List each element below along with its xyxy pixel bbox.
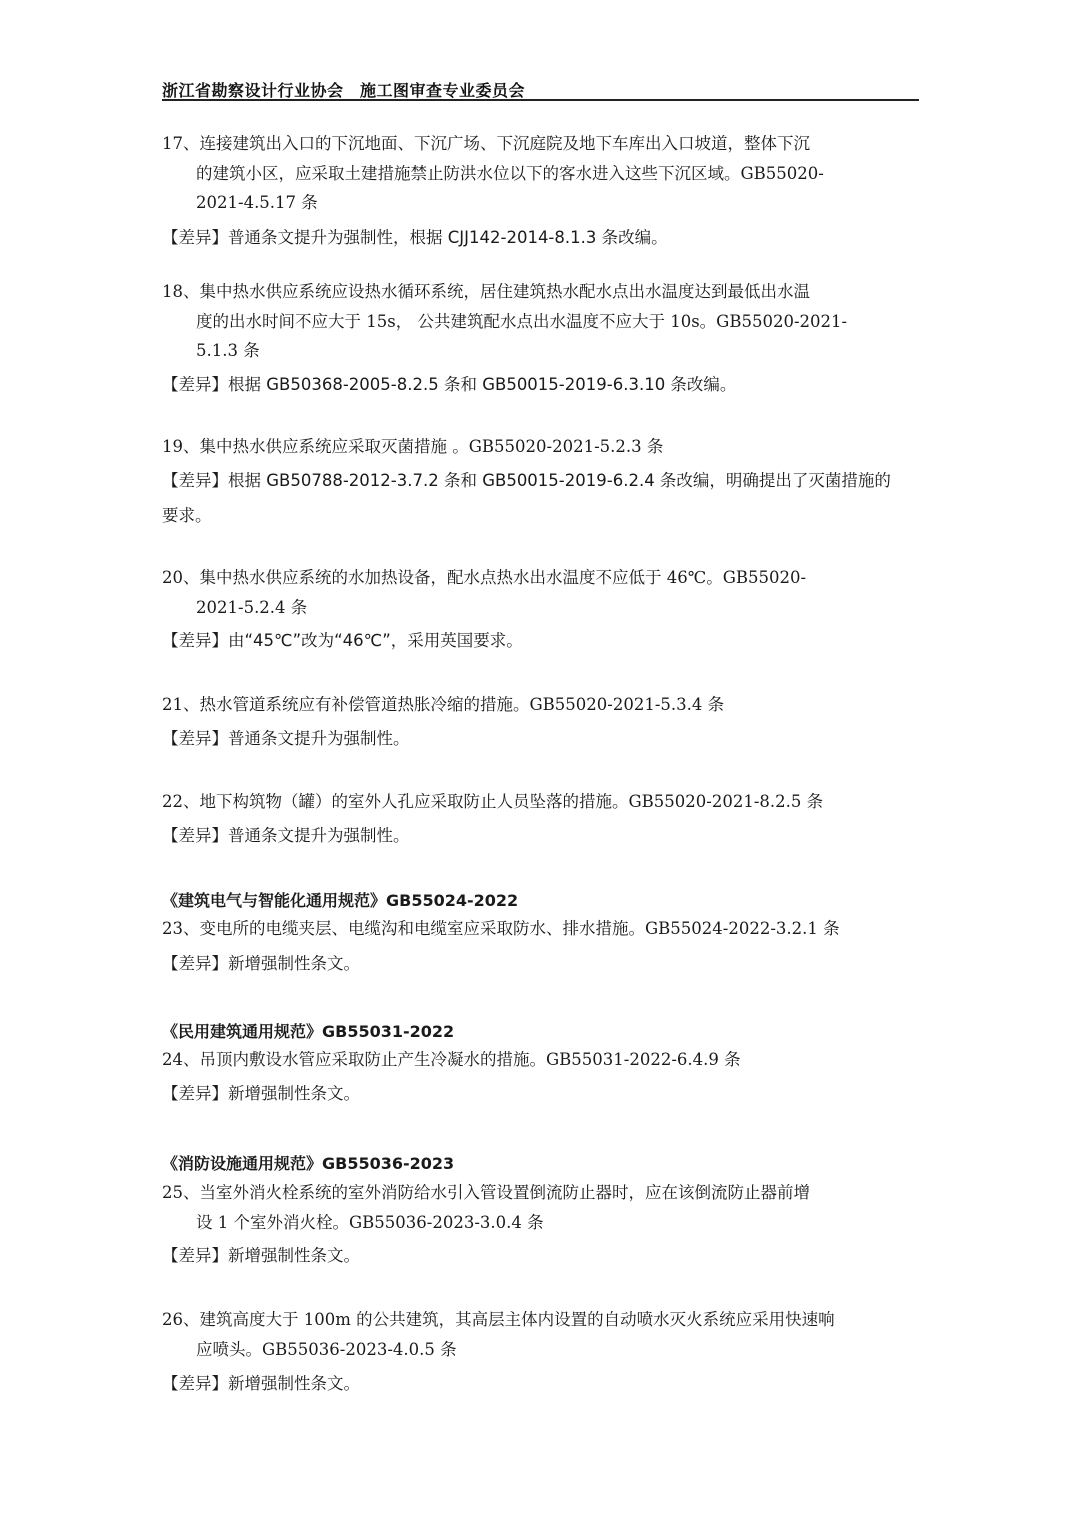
item-19-difference-line-2: 要求。 — [162, 506, 212, 525]
item-25-line-2: 设 1 个室外消火栓。GB55036-2023-3.0.4 条 — [196, 1213, 544, 1232]
item-17-line-3: 2021-4.5.17 条 — [196, 193, 318, 212]
item-18-line-2: 度的出水时间不应大于 15s， 公共建筑配水点出水温度不应大于 10s。GB55020-2021- — [196, 312, 848, 331]
section-heading-gb55031: 《民用建筑通用规范》GB55031-2022 — [162, 1022, 455, 1041]
item-26-difference: 【差异】新增强制性条文。 — [162, 1374, 360, 1393]
item-26-line-1: 26、建筑高度大于 100m 的公共建筑，其高层主体内设置的自动喷水灭火系统应采用快速响 — [162, 1310, 835, 1329]
item-19-difference-line-1: 【差异】根据 GB50788-2012-3.7.2 条和 GB50015-2019-6.2.4 条改编，明确提出了灭菌措施的 — [162, 471, 891, 490]
item-24: 24、吊顶内敷设水管应采取防止产生冷凝水的措施。GB55031-2022-6.4.9 条 — [162, 1050, 741, 1069]
item-23-difference: 【差异】新增强制性条文。 — [162, 954, 360, 973]
item-19-line-1: 19、集中热水供应系统应采取灭菌措施 。GB55020-2021-5.2.3 条 — [162, 437, 664, 456]
item-17-difference: 【差异】普通条文提升为强制性，根据 CJJ142-2014-8.1.3 条改编。 — [162, 228, 668, 247]
item-23: 23、变电所的电缆夹层、电缆沟和电缆室应采取防水、排水措施。GB55024-2022-3.2.1 条 — [162, 919, 840, 938]
item-21-difference: 【差异】普通条文提升为强制性。 — [162, 729, 410, 748]
header-rule — [162, 99, 919, 101]
item-17-line-1: 17、连接建筑出入口的下沉地面、下沉广场、下沉庭院及地下车库出入口坡道，整体下沉 — [162, 134, 810, 153]
item-22-difference: 【差异】普通条文提升为强制性。 — [162, 826, 410, 845]
item-20-line-2: 2021-5.2.4 条 — [196, 598, 308, 617]
item-21: 21、热水管道系统应有补偿管道热胀冷缩的措施。GB55020-2021-5.3.4 条 — [162, 695, 725, 714]
item-18-difference: 【差异】根据 GB50368-2005-8.2.5 条和 GB50015-2019-6.3.10 条改编。 — [162, 375, 737, 394]
item-25-difference: 【差异】新增强制性条文。 — [162, 1246, 360, 1265]
item-20-line-1: 20、集中热水供应系统的水加热设备，配水点热水出水温度不应低于 46℃。GB55020- — [162, 568, 807, 587]
item-24-difference: 【差异】新增强制性条文。 — [162, 1084, 360, 1103]
item-18-line-1: 18、集中热水供应系统应设热水循环系统，居住建筑热水配水点出水温度达到最低出水温 — [162, 282, 810, 301]
section-heading-gb55024: 《建筑电气与智能化通用规范》GB55024-2022 — [162, 891, 519, 910]
item-18-line-3: 5.1.3 条 — [196, 341, 260, 360]
page-header: 浙江省勘察设计行业协会 施工图审查专业委员会 — [162, 81, 526, 100]
item-22: 22、地下构筑物（罐）的室外人孔应采取防止人员坠落的措施。GB55020-2021-8.2.5 条 — [162, 792, 824, 811]
item-26-line-2: 应喷头。GB55036-2023-4.0.5 条 — [196, 1340, 457, 1359]
section-heading-gb55036: 《消防设施通用规范》GB55036-2023 — [162, 1154, 455, 1173]
item-20-difference: 【差异】由“45℃”改为“46℃”，采用英国要求。 — [162, 631, 523, 650]
item-25-line-1: 25、当室外消火栓系统的室外消防给水引入管设置倒流防止器时，应在该倒流防止器前增 — [162, 1183, 810, 1202]
item-17-line-2: 的建筑小区，应采取土建措施禁止防洪水位以下的客水进入这些下沉区域。GB55020- — [196, 164, 824, 183]
